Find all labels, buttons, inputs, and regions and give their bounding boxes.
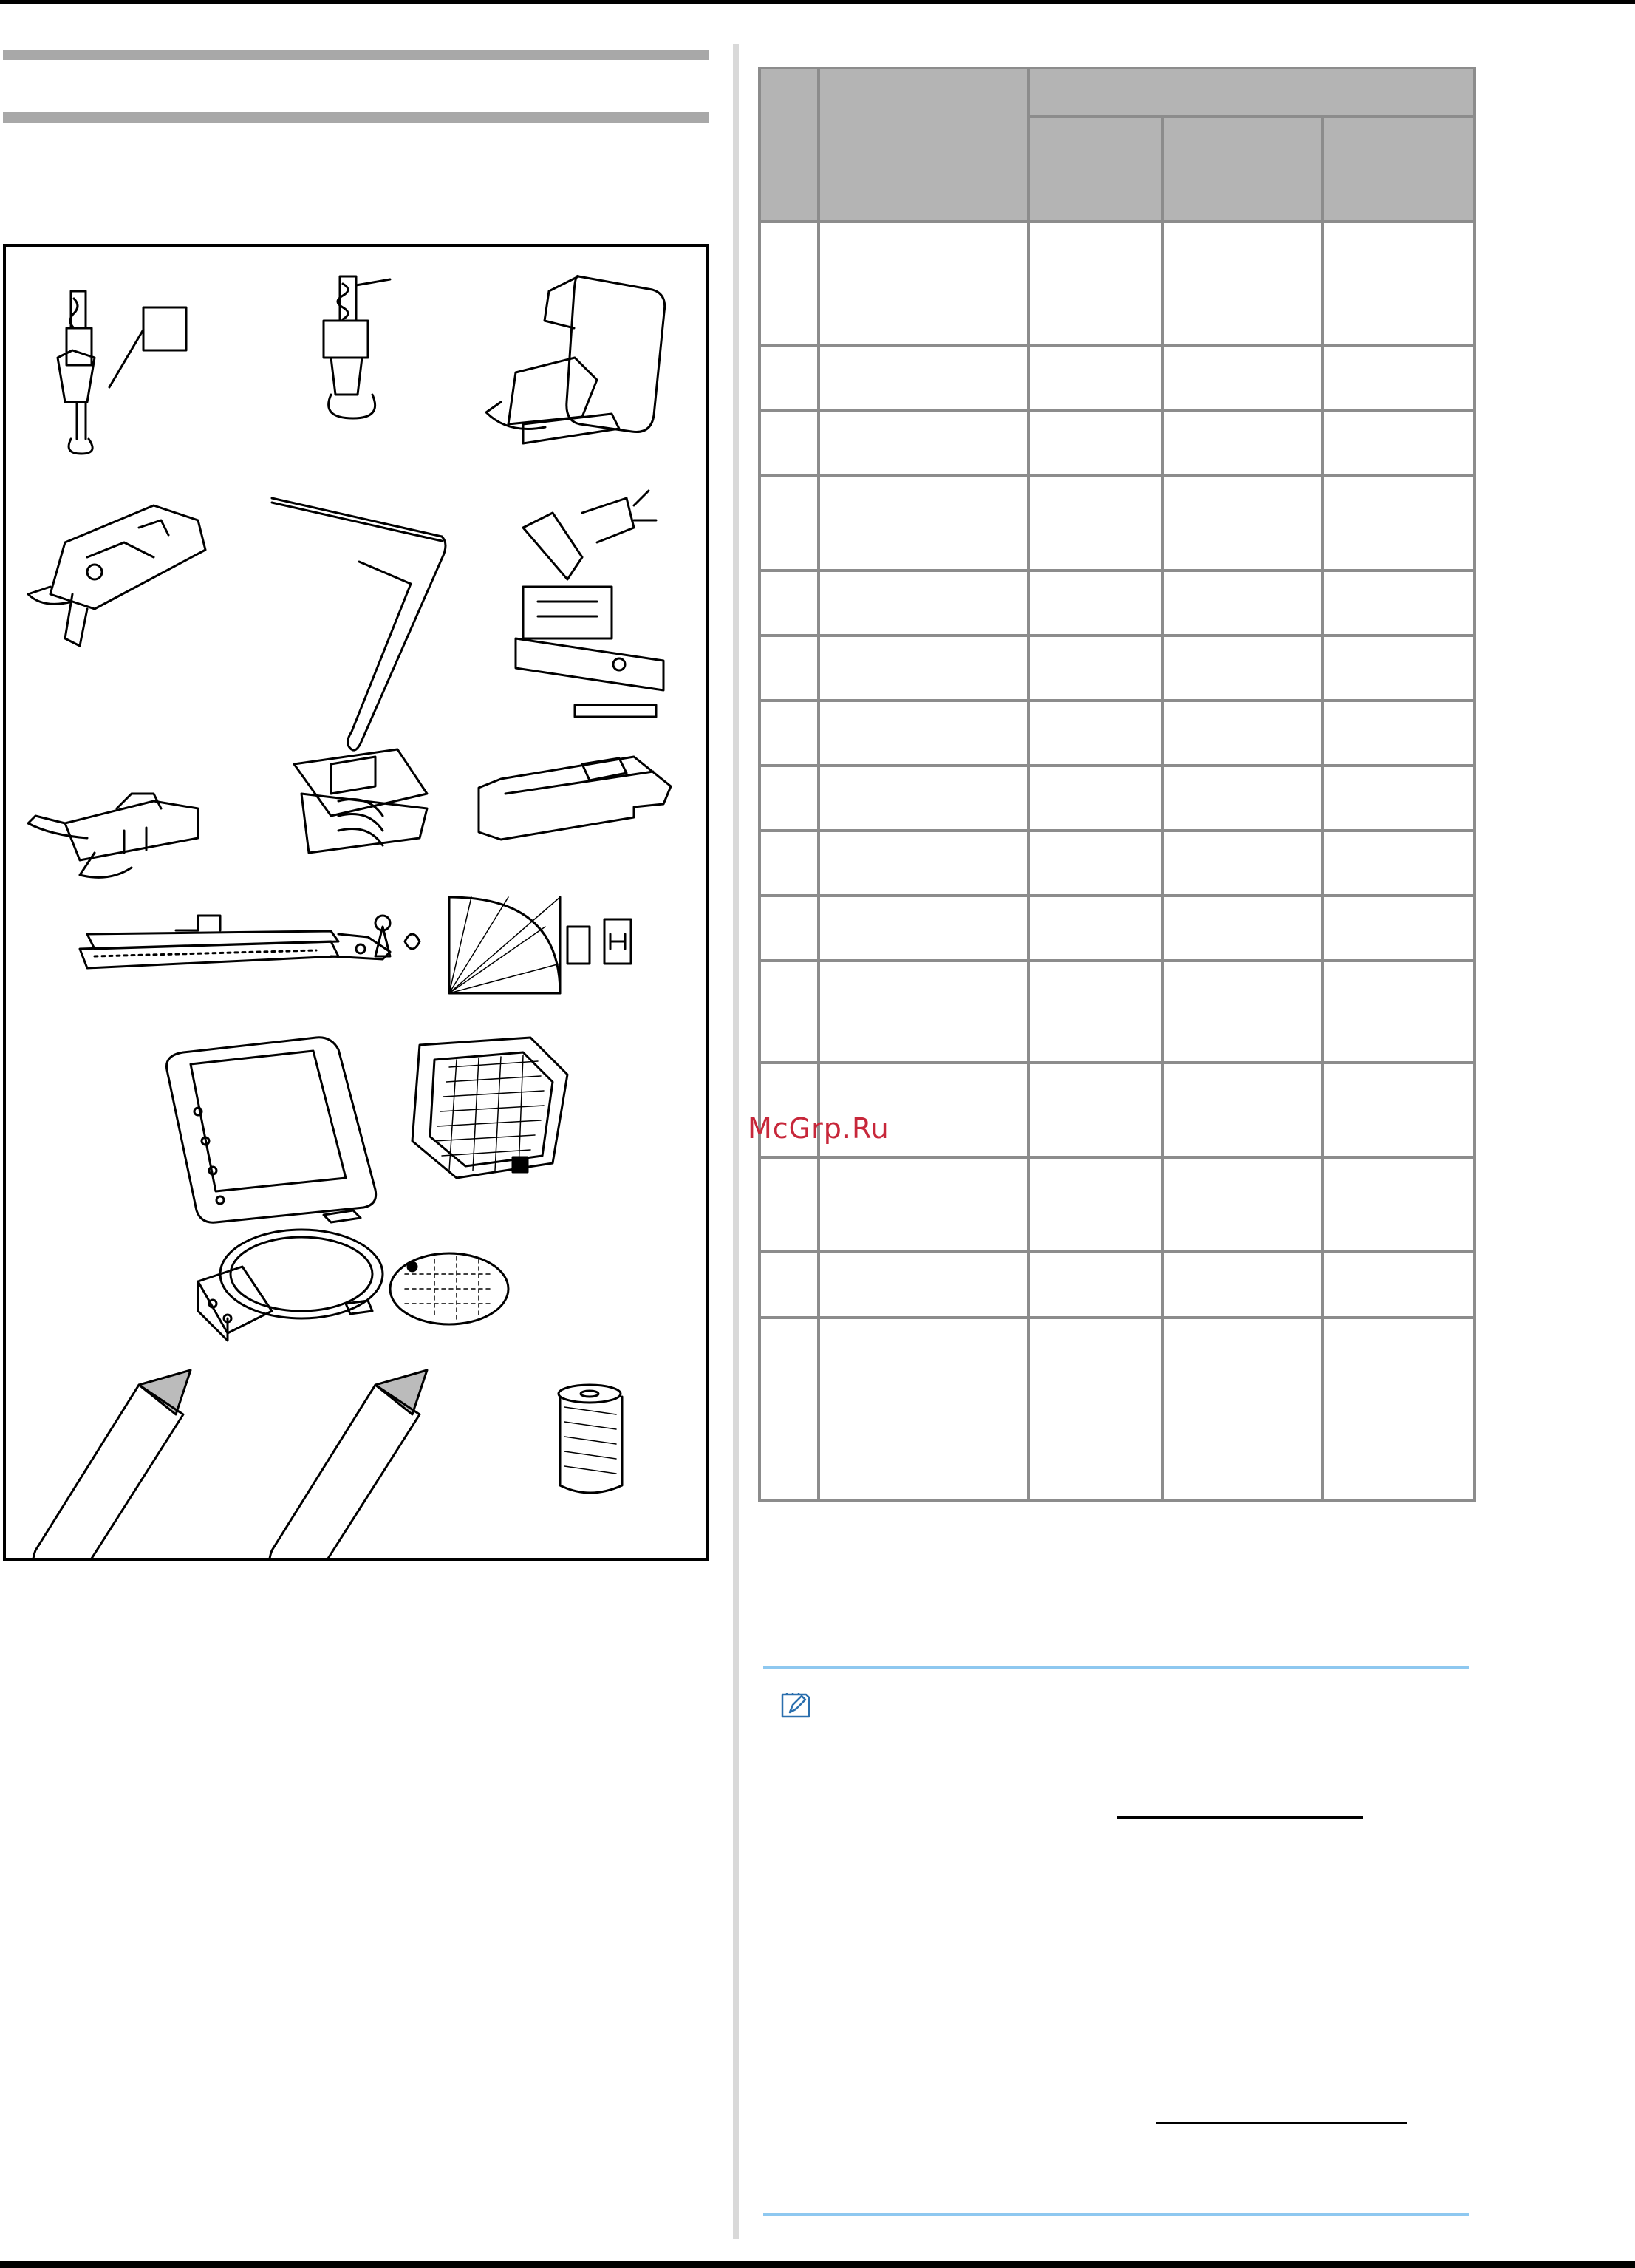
cell: [1028, 345, 1163, 411]
cell: [1163, 766, 1322, 831]
presser-foot-spring: [324, 276, 390, 418]
cell: [1322, 961, 1475, 1063]
table-row: [760, 345, 1475, 411]
table-row: [760, 831, 1475, 896]
cell: [1163, 1318, 1322, 1500]
cell: [819, 345, 1028, 411]
cell: [1028, 636, 1163, 701]
cell: [1163, 831, 1322, 896]
table-row: [760, 476, 1475, 571]
cell: [760, 896, 819, 961]
cell: [760, 476, 819, 571]
header-part-name: [819, 68, 1028, 222]
straight-stitch-foot: [294, 749, 427, 853]
header-code-1: [1028, 116, 1163, 222]
cell: [1322, 766, 1475, 831]
cell: [1322, 636, 1475, 701]
cell: [1028, 476, 1163, 571]
cell: [819, 766, 1028, 831]
header-code-3: [1322, 116, 1475, 222]
cell: [1322, 571, 1475, 636]
cell: [1322, 345, 1475, 411]
cell: [1163, 1063, 1322, 1157]
table-row: [760, 1318, 1475, 1500]
cell: [1322, 1157, 1475, 1252]
cell: [1163, 1157, 1322, 1252]
cell: [819, 411, 1028, 476]
cell: [819, 636, 1028, 701]
cell: [1322, 1318, 1475, 1500]
cell: [1163, 896, 1322, 961]
cell: [1322, 831, 1475, 896]
cell: [760, 701, 819, 766]
cell: [1322, 701, 1475, 766]
section-subheading-bar: [3, 112, 709, 123]
cell: [1322, 1252, 1475, 1318]
cell: [1028, 1157, 1163, 1252]
cell: [1163, 476, 1322, 571]
cell: [1028, 571, 1163, 636]
cell: [819, 831, 1028, 896]
cell: [1028, 222, 1163, 345]
cell: [1163, 1252, 1322, 1318]
cell: [1028, 896, 1163, 961]
cell: [1163, 636, 1322, 701]
memo-pencil-icon: [779, 1690, 812, 1720]
cell: [1028, 831, 1163, 896]
cell: [1028, 766, 1163, 831]
top-rule: [0, 0, 1635, 4]
cell: [1028, 701, 1163, 766]
cell: [1028, 411, 1163, 476]
cell: [760, 831, 819, 896]
table-row: [760, 636, 1475, 701]
presser-foot-with-label: [58, 291, 186, 454]
quilting-guide-bar: [272, 498, 446, 750]
cell: [760, 345, 819, 411]
header-code-2: [1163, 116, 1322, 222]
cell: [1028, 1252, 1163, 1318]
cell: [819, 476, 1028, 571]
open-toe-foot: [28, 794, 198, 877]
side-cutter: [516, 491, 663, 717]
cell: [760, 1252, 819, 1318]
cell: [1163, 961, 1322, 1063]
table-row: [760, 1157, 1475, 1252]
cell: [819, 222, 1028, 345]
cell: [760, 571, 819, 636]
small-embroidery-frame-and-sheet: [198, 1230, 508, 1341]
table-row: [760, 766, 1475, 831]
cell: [1163, 701, 1322, 766]
cell: [760, 636, 819, 701]
cell: [760, 222, 819, 345]
large-embroidery-frame-and-sheet: [166, 1038, 567, 1222]
table-row: [760, 701, 1475, 766]
circle-attachment-set: [80, 897, 631, 993]
cell: [1028, 1063, 1163, 1157]
cell: [760, 961, 819, 1063]
table-row: [760, 411, 1475, 476]
cell: [819, 571, 1028, 636]
extension-plate: [479, 757, 671, 840]
cell: [1028, 1318, 1163, 1500]
header-part-code-group: [1028, 68, 1475, 116]
bottom-rule: [0, 2261, 1635, 2268]
cell: [1322, 1063, 1475, 1157]
cell: [819, 1252, 1028, 1318]
table-row: [760, 961, 1475, 1063]
cell: [1163, 222, 1322, 345]
table-row: [760, 571, 1475, 636]
cell: [1322, 896, 1475, 961]
accessories-table: [758, 67, 1476, 1502]
cell: [819, 896, 1028, 961]
table-row: [760, 896, 1475, 961]
cell: [1322, 411, 1475, 476]
table-row: [760, 1252, 1475, 1318]
cell: [1163, 411, 1322, 476]
stabilizer-roll-1: [33, 1370, 191, 1558]
cell: [819, 701, 1028, 766]
cell: [819, 1318, 1028, 1500]
cell: [819, 961, 1028, 1063]
quilting-foot: [28, 505, 205, 646]
note-top-rule: [763, 1666, 1469, 1669]
optional-accessories-illustration-box: [3, 244, 709, 1561]
cell: [1163, 345, 1322, 411]
header-no: [760, 68, 819, 222]
cell: [760, 411, 819, 476]
bobbin-thread-spool: [559, 1385, 622, 1493]
cell: [760, 766, 819, 831]
cell: [1163, 571, 1322, 636]
column-divider: [733, 44, 739, 2239]
cell: [1322, 222, 1475, 345]
cell: [1028, 961, 1163, 1063]
note-bottom-rule: [763, 2213, 1469, 2216]
note-link-underline-1: [1117, 1816, 1363, 1819]
cell: [760, 1157, 819, 1252]
walking-foot: [486, 276, 665, 443]
note-link-underline-2: [1156, 2122, 1407, 2124]
cell: [819, 1157, 1028, 1252]
accessories-table-wrapper: [758, 67, 1476, 1502]
stabilizer-roll-2: [270, 1370, 427, 1558]
table-row: [760, 222, 1475, 345]
cell: [1322, 476, 1475, 571]
watermark: McGrp.Ru: [748, 1112, 890, 1145]
section-heading-bar: [3, 50, 709, 60]
cell: [760, 1318, 819, 1500]
